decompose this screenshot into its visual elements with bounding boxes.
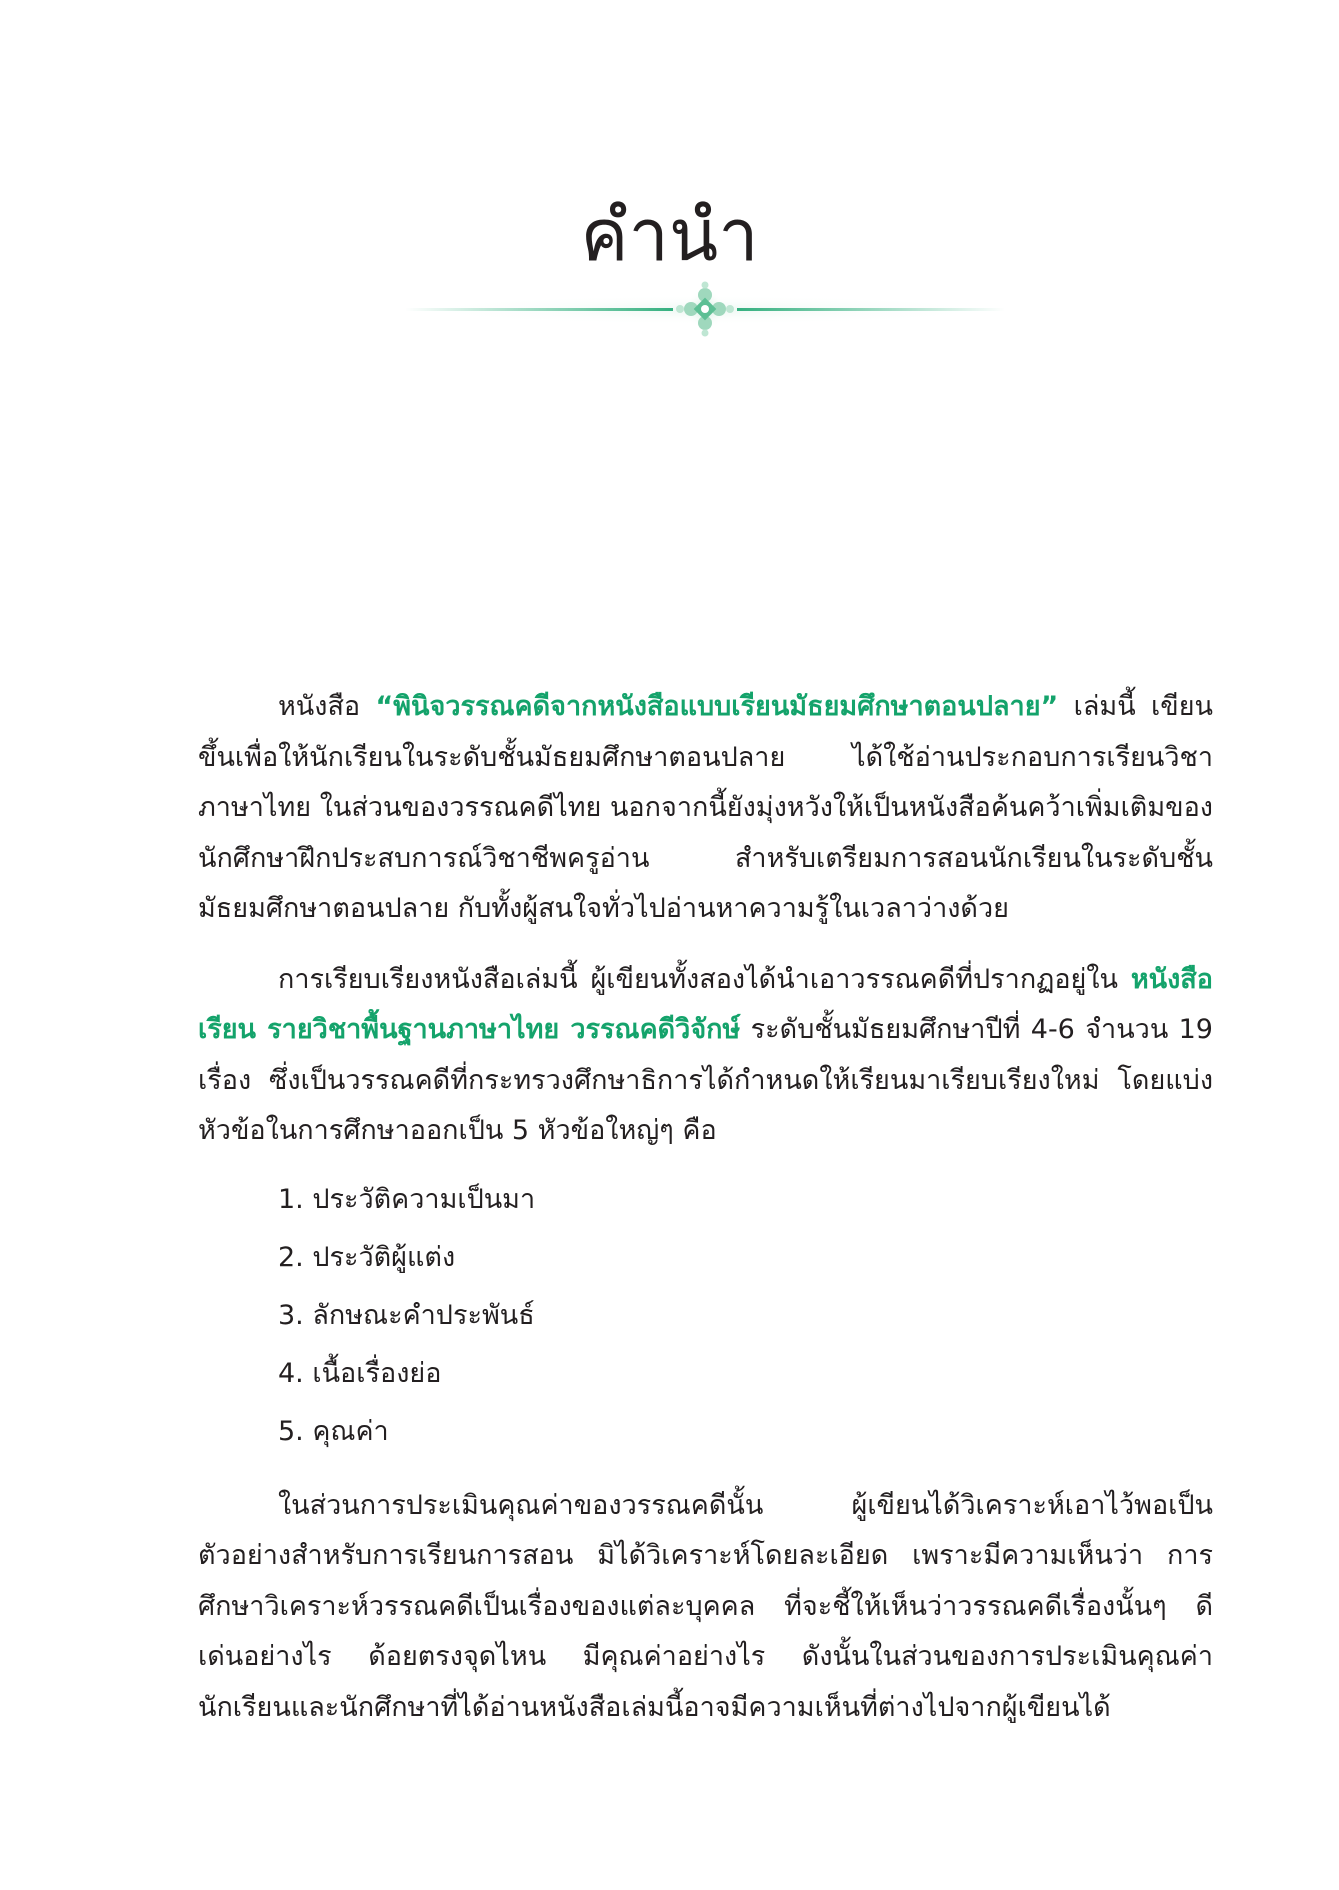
paragraph-arrangement (198, 955, 1213, 1157)
floral-ornament-icon (676, 282, 734, 337)
arrangement-rest: ระดับชั้นมัธยมศึกษาปีที่ 4-6 จำนวน 19 เรื่อง ซึ่งเป็นวรรณคดีที่กระทรวงศึกษาธิการได้กำหนดให้เรียนมาเรียบเรียงใหม่ โดยแบ่งหัวข้อในการศึกษาออกเป็น 5 หัวข้อใหญ่ๆ คือ (198, 1014, 1213, 1146)
intro-lead: หนังสือ (278, 691, 376, 722)
intro-rest: เล่มนี้ เขียนขึ้นเพื่อให้นักเรียนในระดับชั้นมัธยมศึกษาตอนปลาย ได้ใช้อ่านประกอบการเรียนวิชาภาษาไทย ในส่วนของวรรณคดีไทย นอกจากนี้ยังมุ่งหวังให้เป็นหนังสือค้นคว้าเพิ่มเติมของนักศึกษาฝึกประสบการณ์วิชาชีพครูอ่าน สำหรับเตรียมการสอนนักเรียนในระดับชั้นมัธยมศึกษาตอนปลาย กับทั้งผู้สนใจทั่วไปอ่านหาความรู้ในเวลาว่างด้วย (198, 691, 1213, 924)
body-text (198, 682, 1213, 1733)
arrangement-lead: การเรียบเรียงหนังสือเล่มนี้ ผู้เขียนทั้งสองได้นำเอาวรรณคดีที่ปรากฏอยู่ใน (278, 963, 1131, 995)
topic-list (198, 1171, 1213, 1461)
source-book-highlight: หนังสือเรียน รายวิชาพื้นฐานภาษาไทย วรรณคดีวิจักษ์ (198, 963, 1213, 1045)
paragraph-intro (198, 682, 1213, 935)
list-item: 4. เนื้อเรื่องย่อ (278, 1357, 442, 1389)
list-item: 1. ประวัติความเป็นมา (278, 1183, 536, 1215)
page-title: คำนำ (580, 193, 759, 277)
paragraph-evaluation: ในส่วนการประเมินคุณค่าของวรรณคดีนั้น ผู้เขียนได้วิเคราะห์เอาไว้พอเป็นตัวอย่างสำหรับการเรียนการสอน มิได้วิเคราะห์โดยละเอียด เพราะมีความเห็นว่า การศึกษาวิเคราะห์วรรณคดีเป็นเรื่องของแต่ละบุคคล ที่จะชี้ให้เห็นว่าวรรณคดีเรื่องนั้นๆ ดีเด่นอย่างไร ด้อยตรงจุดไหน มีคุณค่าอย่างไร ดังนั้นในส่วนของการประเมินคุณค่า นักเรียนและนักศึกษาที่ได้อ่านหนังสือเล่มนี้อาจมีความเห็นที่ต่างไปจากผู้เขียนได้ (198, 1489, 1213, 1723)
book-title-highlight: “พินิจวรรณคดีจากหนังสือแบบเรียนมัธยมศึกษาตอนปลาย” (375, 691, 1059, 722)
list-item: 5. คุณค่า (278, 1415, 389, 1447)
list-item: 3. ลักษณะคำประพันธ์ (278, 1299, 535, 1331)
title-divider (405, 275, 1005, 345)
list-item: 2. ประวัติผู้แต่ง (278, 1241, 456, 1273)
